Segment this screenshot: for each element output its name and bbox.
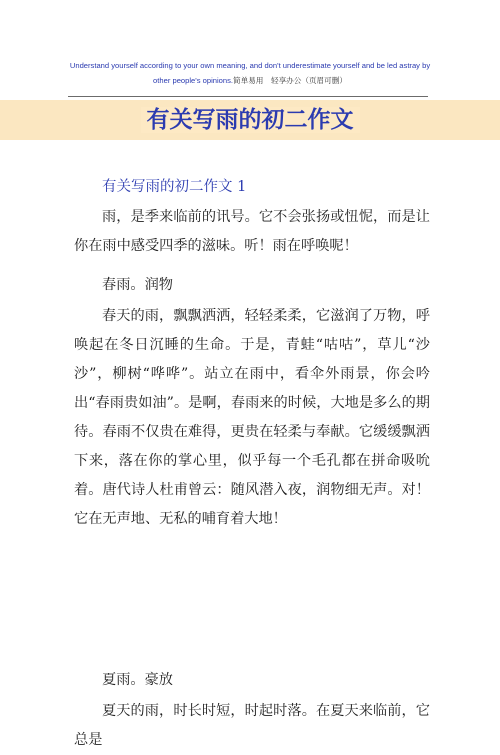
header-motto-line1: Understand yourself according to your own meaning, and don't underestimate yourself and be led astray by [69, 61, 431, 70]
document-title-text: 有关写雨的初二作文 [141, 107, 360, 133]
header-motto [60, 58, 440, 88]
header-motto-line2: other people's opinions. [153, 76, 234, 85]
summer-subheading: 夏雨。豪放 [102, 672, 173, 688]
header-brand: 简单易用 轻享办公（页眉可删） [233, 76, 347, 85]
spring-subheading: 春雨。润物 [102, 277, 173, 293]
section-heading: 有关写雨的初二作文 1 [102, 179, 247, 195]
spring-paragraph: 春天的雨，飘飘洒洒，轻轻柔柔，它滋润了万物，呼唤起在冬日沉睡的生命。于是，青蛙“咕咕”，草儿“沙沙”，柳树“哗哗”。站立在雨中，看伞外雨景，你会吟出“春雨贵如油”。是啊，春雨来的时候，大地是多么的期待。春雨不仅贵在难得，更贵在轻柔与奉献。它缓缓飘洒下来，落在你的掌心里，似乎每一个毛孔都在拼命吸吮着。唐代诗人杜甫曾云：随风潜入夜，润物细无声。对！它在无声地、无私的哺育着大地！ [74, 308, 430, 527]
intro-paragraph: 雨，是季来临前的讯号。它不会张扬或忸怩，而是让你在雨中感受四季的滋味。听！雨在呼唤呢！ [74, 209, 430, 254]
document-title [0, 100, 500, 140]
header-divider [68, 96, 428, 97]
summer-paragraph: 夏天的雨，时长时短，时起时落。在夏天来临前，它总是 [74, 703, 430, 748]
